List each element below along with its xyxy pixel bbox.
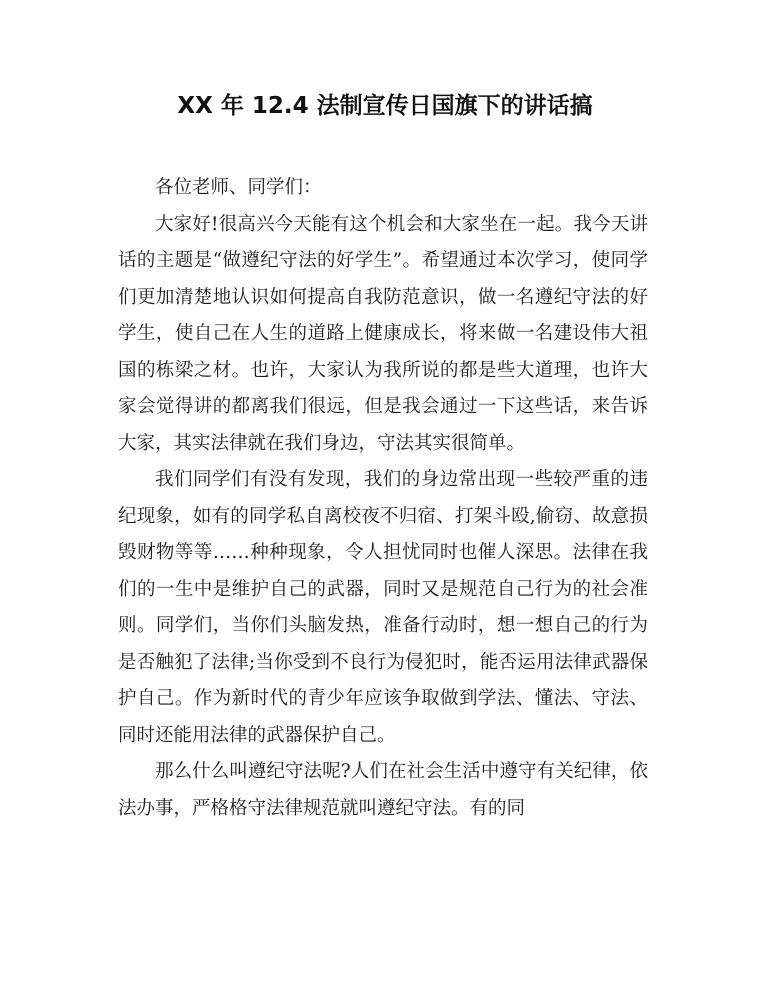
body-paragraph: 大家好!很高兴今天能有这个机会和大家坐在一起。我今天讲话的主题是“做遵纪守法的好学生”。希望通过本次学习，使同学们更加清楚地认识如何提高自我防范意识，做一名遵纪守法的好学生，使自己在人生的道路上健康成长，将来做一名建设伟大祖国的栋梁之材。也许，大家认为我所说的都是些大道理，也许大家会觉得讲的都离我们很远，但是我会通过一下这些话，来告诉大家，其实法律就在我们身边，守法其实很简单。 [118, 213, 648, 454]
document-title: XX 年 12.4 法制宣传日国旗下的讲话搞 [177, 93, 593, 119]
body-paragraph: 那么什么叫遵纪守法呢?人们在社会生活中遵守有关纪律，依法办事，严格格守法律规范就叫遵纪守法。有的同 [118, 761, 648, 819]
body-paragraph: 我们同学们有没有发现，我们的身边常出现一些较严重的违纪现象，如有的同学私自离校夜不归宿、打架斗殴,偷窃、故意损毁财物等等……种种现象，令人担忧同时也催人深思。法律在我们的一生中是维护自己的武器，同时又是规范自己行为的社会准则。同学们，当你们头脑发热，准备行动时，想一想自己的行为是否触犯了法律;当你受到不良行为侵犯时，能否运用法律武器保护自己。作为新时代的青少年应该争取做到学法、懂法、守法、同时还能用法律的武器保护自己。 [118, 469, 648, 746]
greeting-paragraph: 各位老师、同学们： [155, 177, 322, 198]
document-body [118, 170, 648, 827]
